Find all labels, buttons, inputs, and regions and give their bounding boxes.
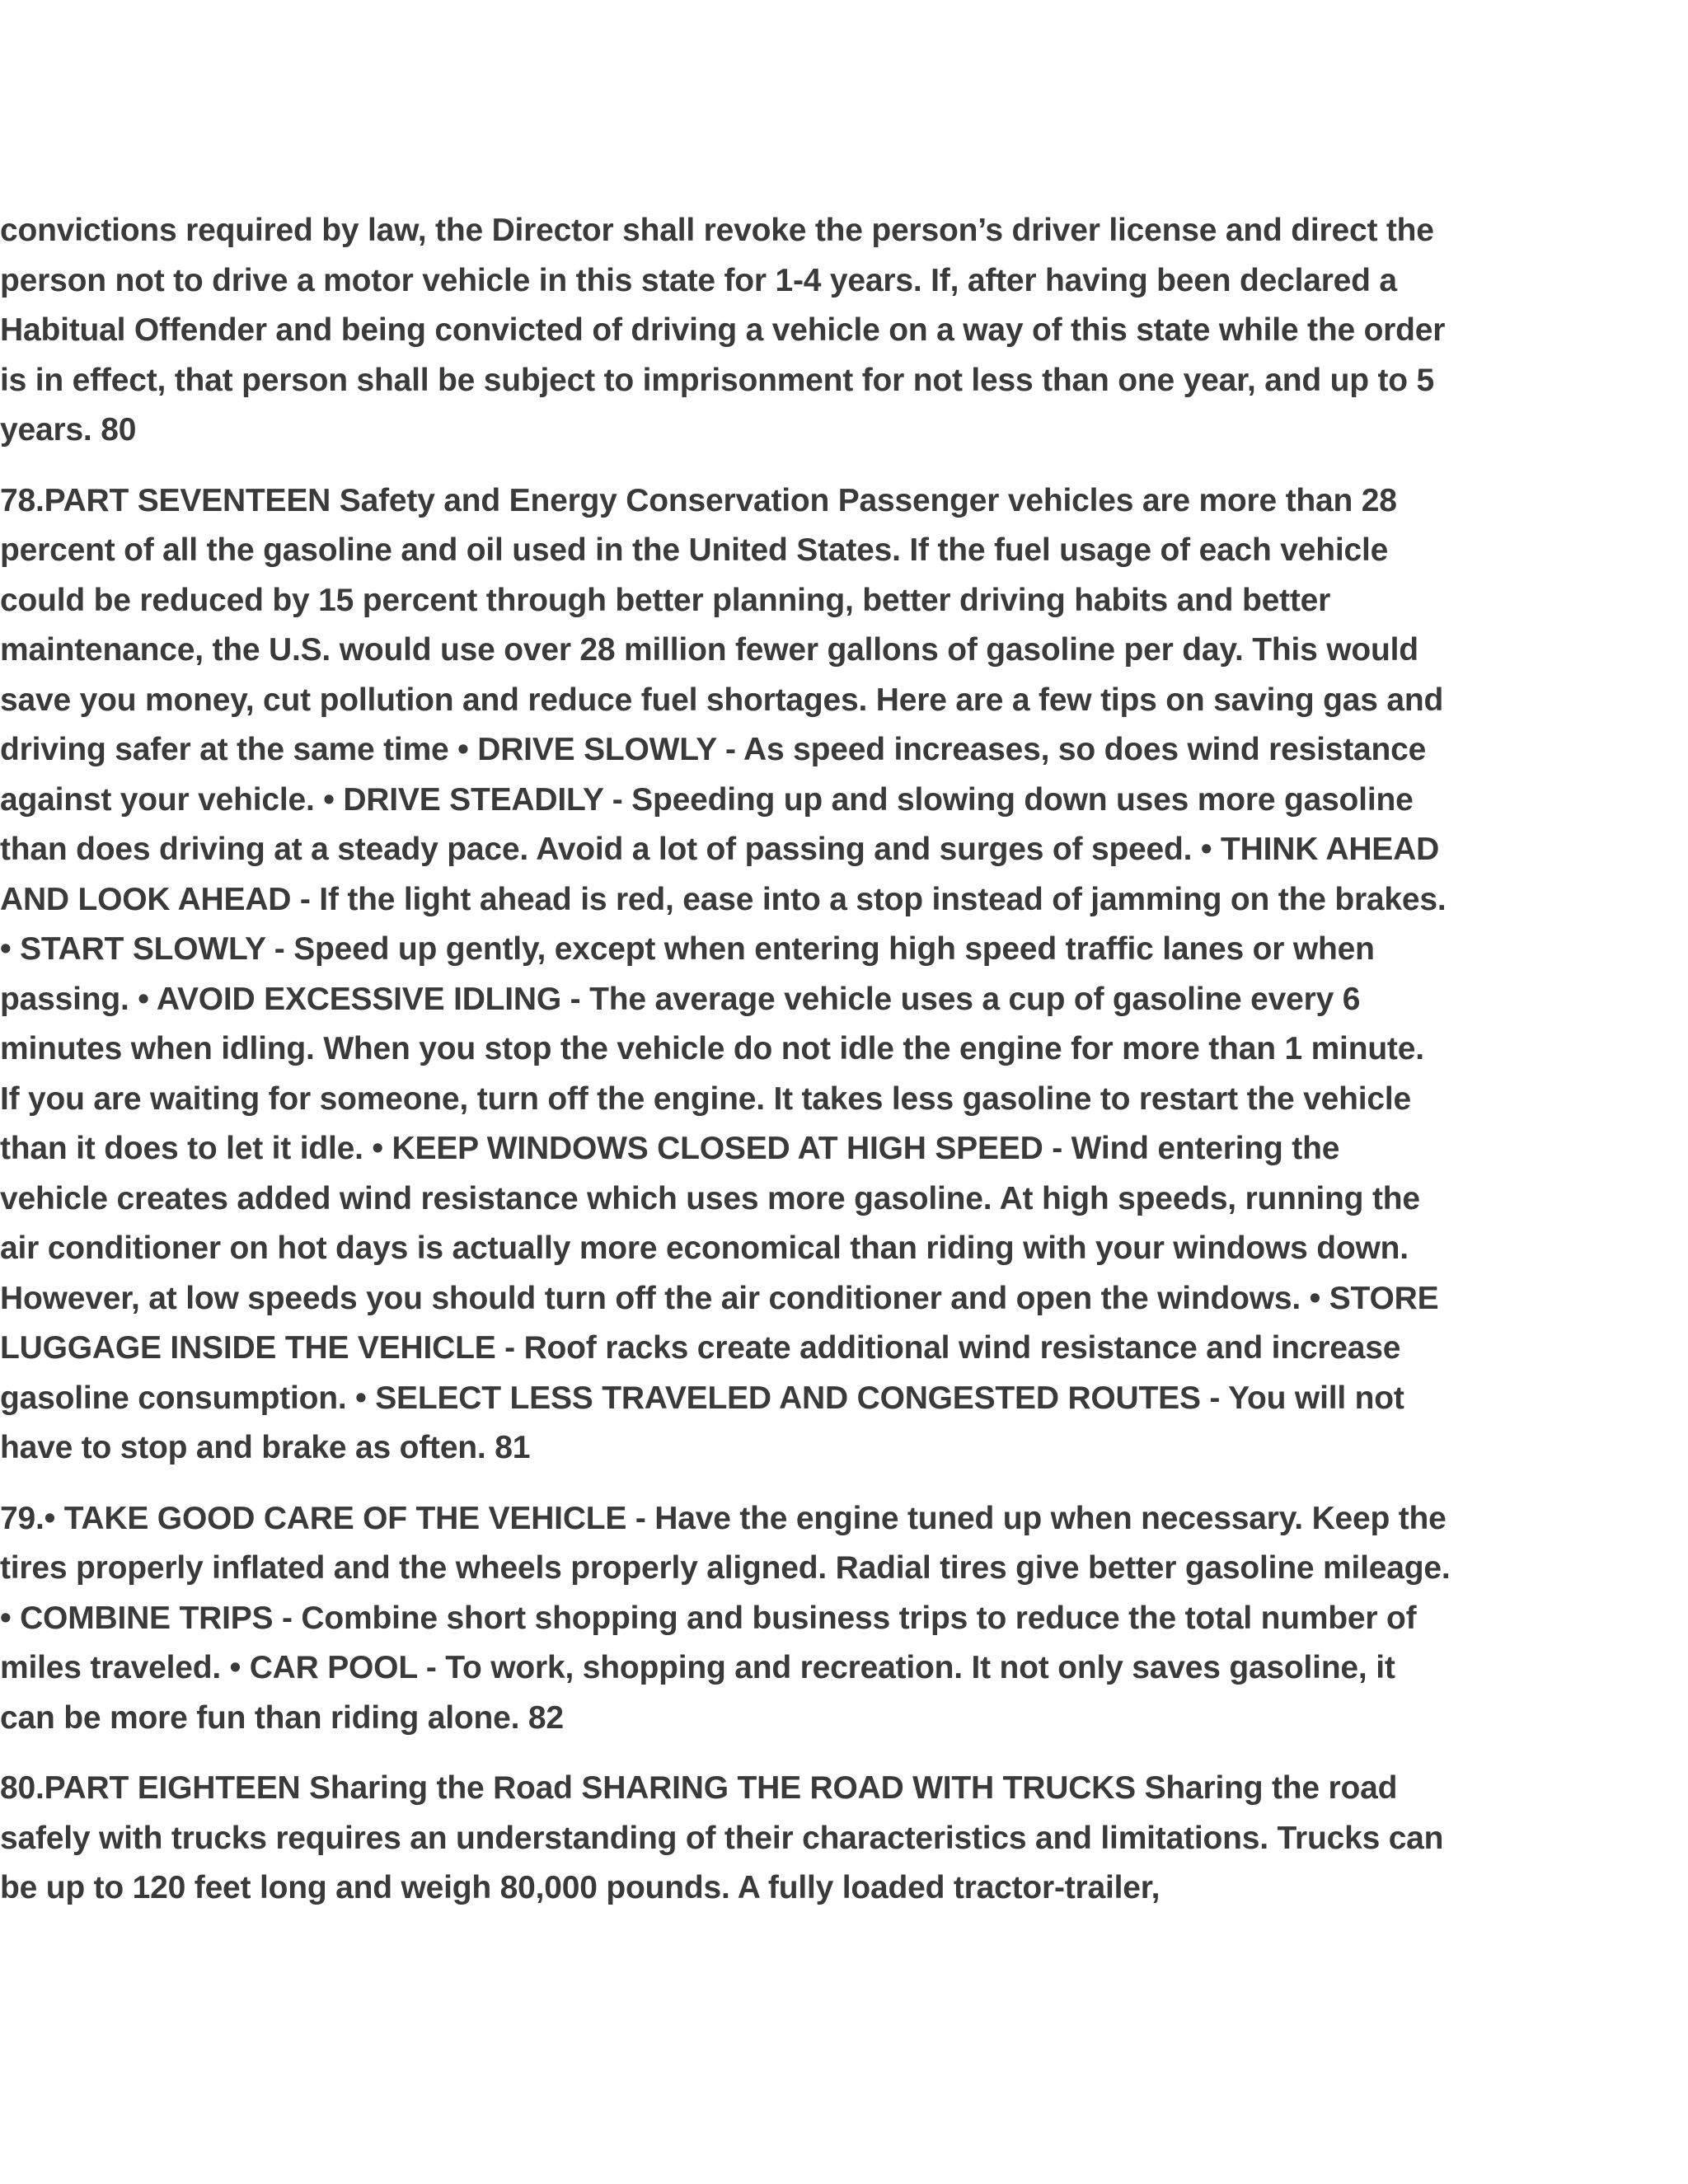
paragraph-part-seventeen: 78.PART SEVENTEEN Safety and Energy Conservation Passenger vehicles are more than 28 percent of all the gasoline and oil used in the United States. If the fuel usage of each vehicle could be reduced by 15 percent through better planning, better driving habits and better maintenance, the U.S. would use over 28 million fewer gallons of gasoline per day. This would save you money, cut pollution and reduce fuel shortages. Here are a few tips on saving gas and driving safer at the same time • DRIVE SLOWLY - As speed increases, so does wind resistance against your vehicle. • DRIVE STEADILY - Speeding up and slowing down uses more gasoline than does driving at a steady pace. Avoid a lot of passing and surges of speed. • THINK AHEAD AND LOOK AHEAD - If the light ahead is red, ease into a stop instead of jamming on the brakes. • START SLOWLY - Speed up gently, except when entering high speed traffic lanes or when passing. • AVOID EXCESSIVE IDLING - The average vehicle uses a cup of gasoline every 6 minutes when idling. When you stop the vehicle do not idle the engine for more than 1 minute. If you are waiting for someone, turn off the engine. It takes less gasoline to restart the vehicle than it does to let it idle. • KEEP WINDOWS CLOSED AT HIGH SPEED - Wind entering the vehicle creates added wind resistance which uses more gasoline. At high speeds, running the air conditioner on hot days is actually more economical than riding with your windows down. However, at low speeds you should turn off the air conditioner and open the windows. • STORE LUGGAGE INSIDE THE VEHICLE - Roof racks create additional wind resistance and increase gasoline consumption. • SELECT LESS TRAVELED AND CONGESTED ROUTES - You will not have to stop and brake as often. 81: [0, 482, 1447, 1465]
paragraph-habitual-offender: convictions required by law, the Director shall revoke the person’s driver license and direct the person not to drive a motor vehicle in this state for 1-4 years. If, after having been declared a Habitual Offender and being convicted of driving a vehicle on a way of this state while the order is in effect, that person shall be subject to imprisonment for not less than one year, and up to 5 years. 80: [0, 213, 1446, 448]
document-page: [0, 206, 1451, 1914]
paragraph-part-eighteen: 80.PART EIGHTEEN Sharing the Road SHARING THE ROAD WITH TRUCKS Sharing the road safely with trucks requires an understanding of their characteristics and limitations. Trucks can be up to 120 feet long and weigh 80,000 pounds. A fully loaded tractor-trailer,: [0, 1770, 1444, 1905]
paragraph-fuel-tips: 79.• TAKE GOOD CARE OF THE VEHICLE - Have the engine tuned up when necessary. Keep the tires properly inflated and the wheels properly aligned. Radial tires give better gasoline mileage. • COMBINE TRIPS - Combine short shopping and business trips to reduce the total number of miles traveled. • CAR POOL - To work, shopping and recreation. It not only saves gasoline, it can be more fun than riding alone. 82: [0, 1500, 1451, 1736]
